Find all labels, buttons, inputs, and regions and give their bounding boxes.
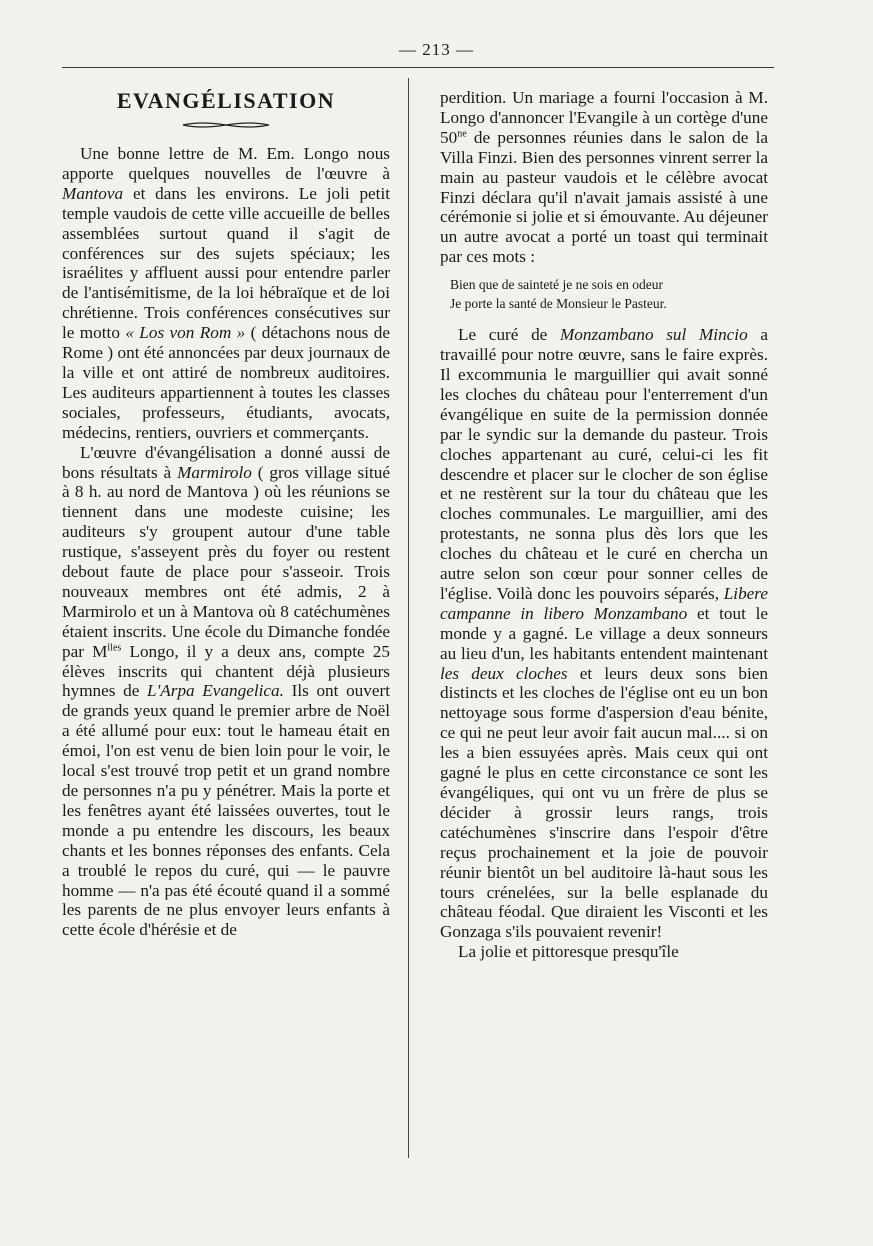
left-column (62, 88, 390, 940)
verse-quote (450, 275, 768, 313)
right-column (440, 88, 768, 962)
article-title: EVANGÉLISATION (116, 88, 336, 113)
title-ornament (181, 120, 271, 130)
paragraph-3: perdition. Un mariage a fourni l'occasion à M. Longo d'annoncer l'Evangile à un cortège d'une $50^{ne}$ de personnes réunies dans le salon de la Villa Finzi. Bien des personnes vinrent serrer la main au pasteur vaudois et le célèbre avocat Finzi déclara qu'il n'avait jamais assisté à une cérémonie si jolie et si émouvante. Au déjeuner un autre avocat a porté un toast qui terminait par ces mots : (440, 88, 768, 267)
quote-line-1: Bien que de sainteté je ne sois en odeur (450, 277, 663, 293)
column-divider (408, 78, 409, 1158)
paragraph-2: L'œuvre d'évangélisation a donné aussi de bons résultats à Marmirolo ( gros village situé à 8 h. au nord de Mantova ) où les réunions se tiennent dans une modeste cuisine; les auditeurs s'y groupent autour d'une table rustique, s'asseyent près du foyer ou restent debout faute de place pour s'asseoir. Trois nouveaux membres ont été admis, 2 à Marmirolo et un à Mantova où 8 catéchumènes étaient inscrits. Une école du Dimanche fondée par $M^{lles}$ Longo, il y a deux ans, compte 25 élèves inscrits qui chantent déjà plusieurs hymnes de L'Arpa Evangelica. Ils ont ouvert de grands yeux quand le premier arbre de Noël a été allumé pour eux: tout le hameau était en émoi, l'on est venu de bien loin pour le voir, le local s'est trouvé trop petit et un grand nombre de personnes n'a pu y pénétrer. Mais la porte et les fenêtres ayant été laissées ouvertes, tout le monde a pu entendre les discours, les beaux chants et les bonnes réponses des enfants. Cela a troublé le repos du curé, qui — le pauvre homme — n'a pas été écouté quand il a sommé les parents de ne plus envoyer leurs enfants à cette école d'hérésie et de (62, 442, 390, 940)
quote-line-2: Je porte la santé de Monsieur le Pasteur. (450, 296, 667, 312)
paragraph-1: Une bonne lettre de M. Em. Longo nous apporte quelques nouvelles de l'œuvre à Mantova et dans les environs. Le joli petit temple vaudois de cette ville accueille de belles assemblées surtout quand il s'agit de conférences sur des sujets spéciaux; les israélites y affluent aussi pour entendre parler de l'antisémitisme, de la loi hébraïque et de loi chrétienne. Trois conférences consécutives sur le motto « Los von Rom » ( détachons nous de Rome ) ont été annoncées par deux journaux de la ville et ont attiré de nombreux auditoires. Les auditeurs appartiennent à toutes les classes sociales, professeurs, étudiants, avocats, médecins, rentiers, ouvriers et commerçants. (62, 144, 390, 442)
page-number: — 213 — (399, 40, 474, 59)
paragraph-5: La jolie et pittoresque presqu'île (458, 942, 679, 962)
header-rule (62, 67, 774, 68)
paragraph-4: Le curé de Monzambano sul Mincio a travaillé pour notre œuvre, sans le faire exprès. Il excommunia le marguillier qui avait sonné les cloches du château pour l'enterrement d'un évangélique en suite de la permission donnée par le syndic sur la demande du pasteur. Trois cloches appartenant au curé, celui-ci les fit descendre et placer sur le clocher de son église et ne restèrent sur la tour du château que les cloches communales. Le marguillier, ami des protestants, ne sonna plus dès lors que les cloches du château et le curé en chercha un autre selon son cœur pour sonner celles de l'église. Voilà donc les pouvoirs séparés, Libere campanne in libero Monzambano et tout le monde y a gagné. Le village a deux sonneurs au lieu d'un, les habitants entendent maintenant les deux cloches et leurs deux sons bien distincts et les cloches de l'église ont eu un bon nettoyage sous forme d'aspersion d'eau bénite, ce qui ne peut leur avoir fait aucun mal.... si on les a bien essuyées après. Mais ceux qui ont gagné le plus en cette circonstance ce sont les évangéliques, qui ont vu un frère de plus se décider à grossir leurs rangs, trois catéchumènes s'inscrire dans l'espoir d'être reçus prochainement et la joie de pouvoir réunir bientôt un bel auditoire là-haut sous les tours crénelées, sur la belle esplanade du château féodal. Que diraient les Visconti et les Gonzaga s'ils pouvaient revenir! (440, 325, 769, 942)
